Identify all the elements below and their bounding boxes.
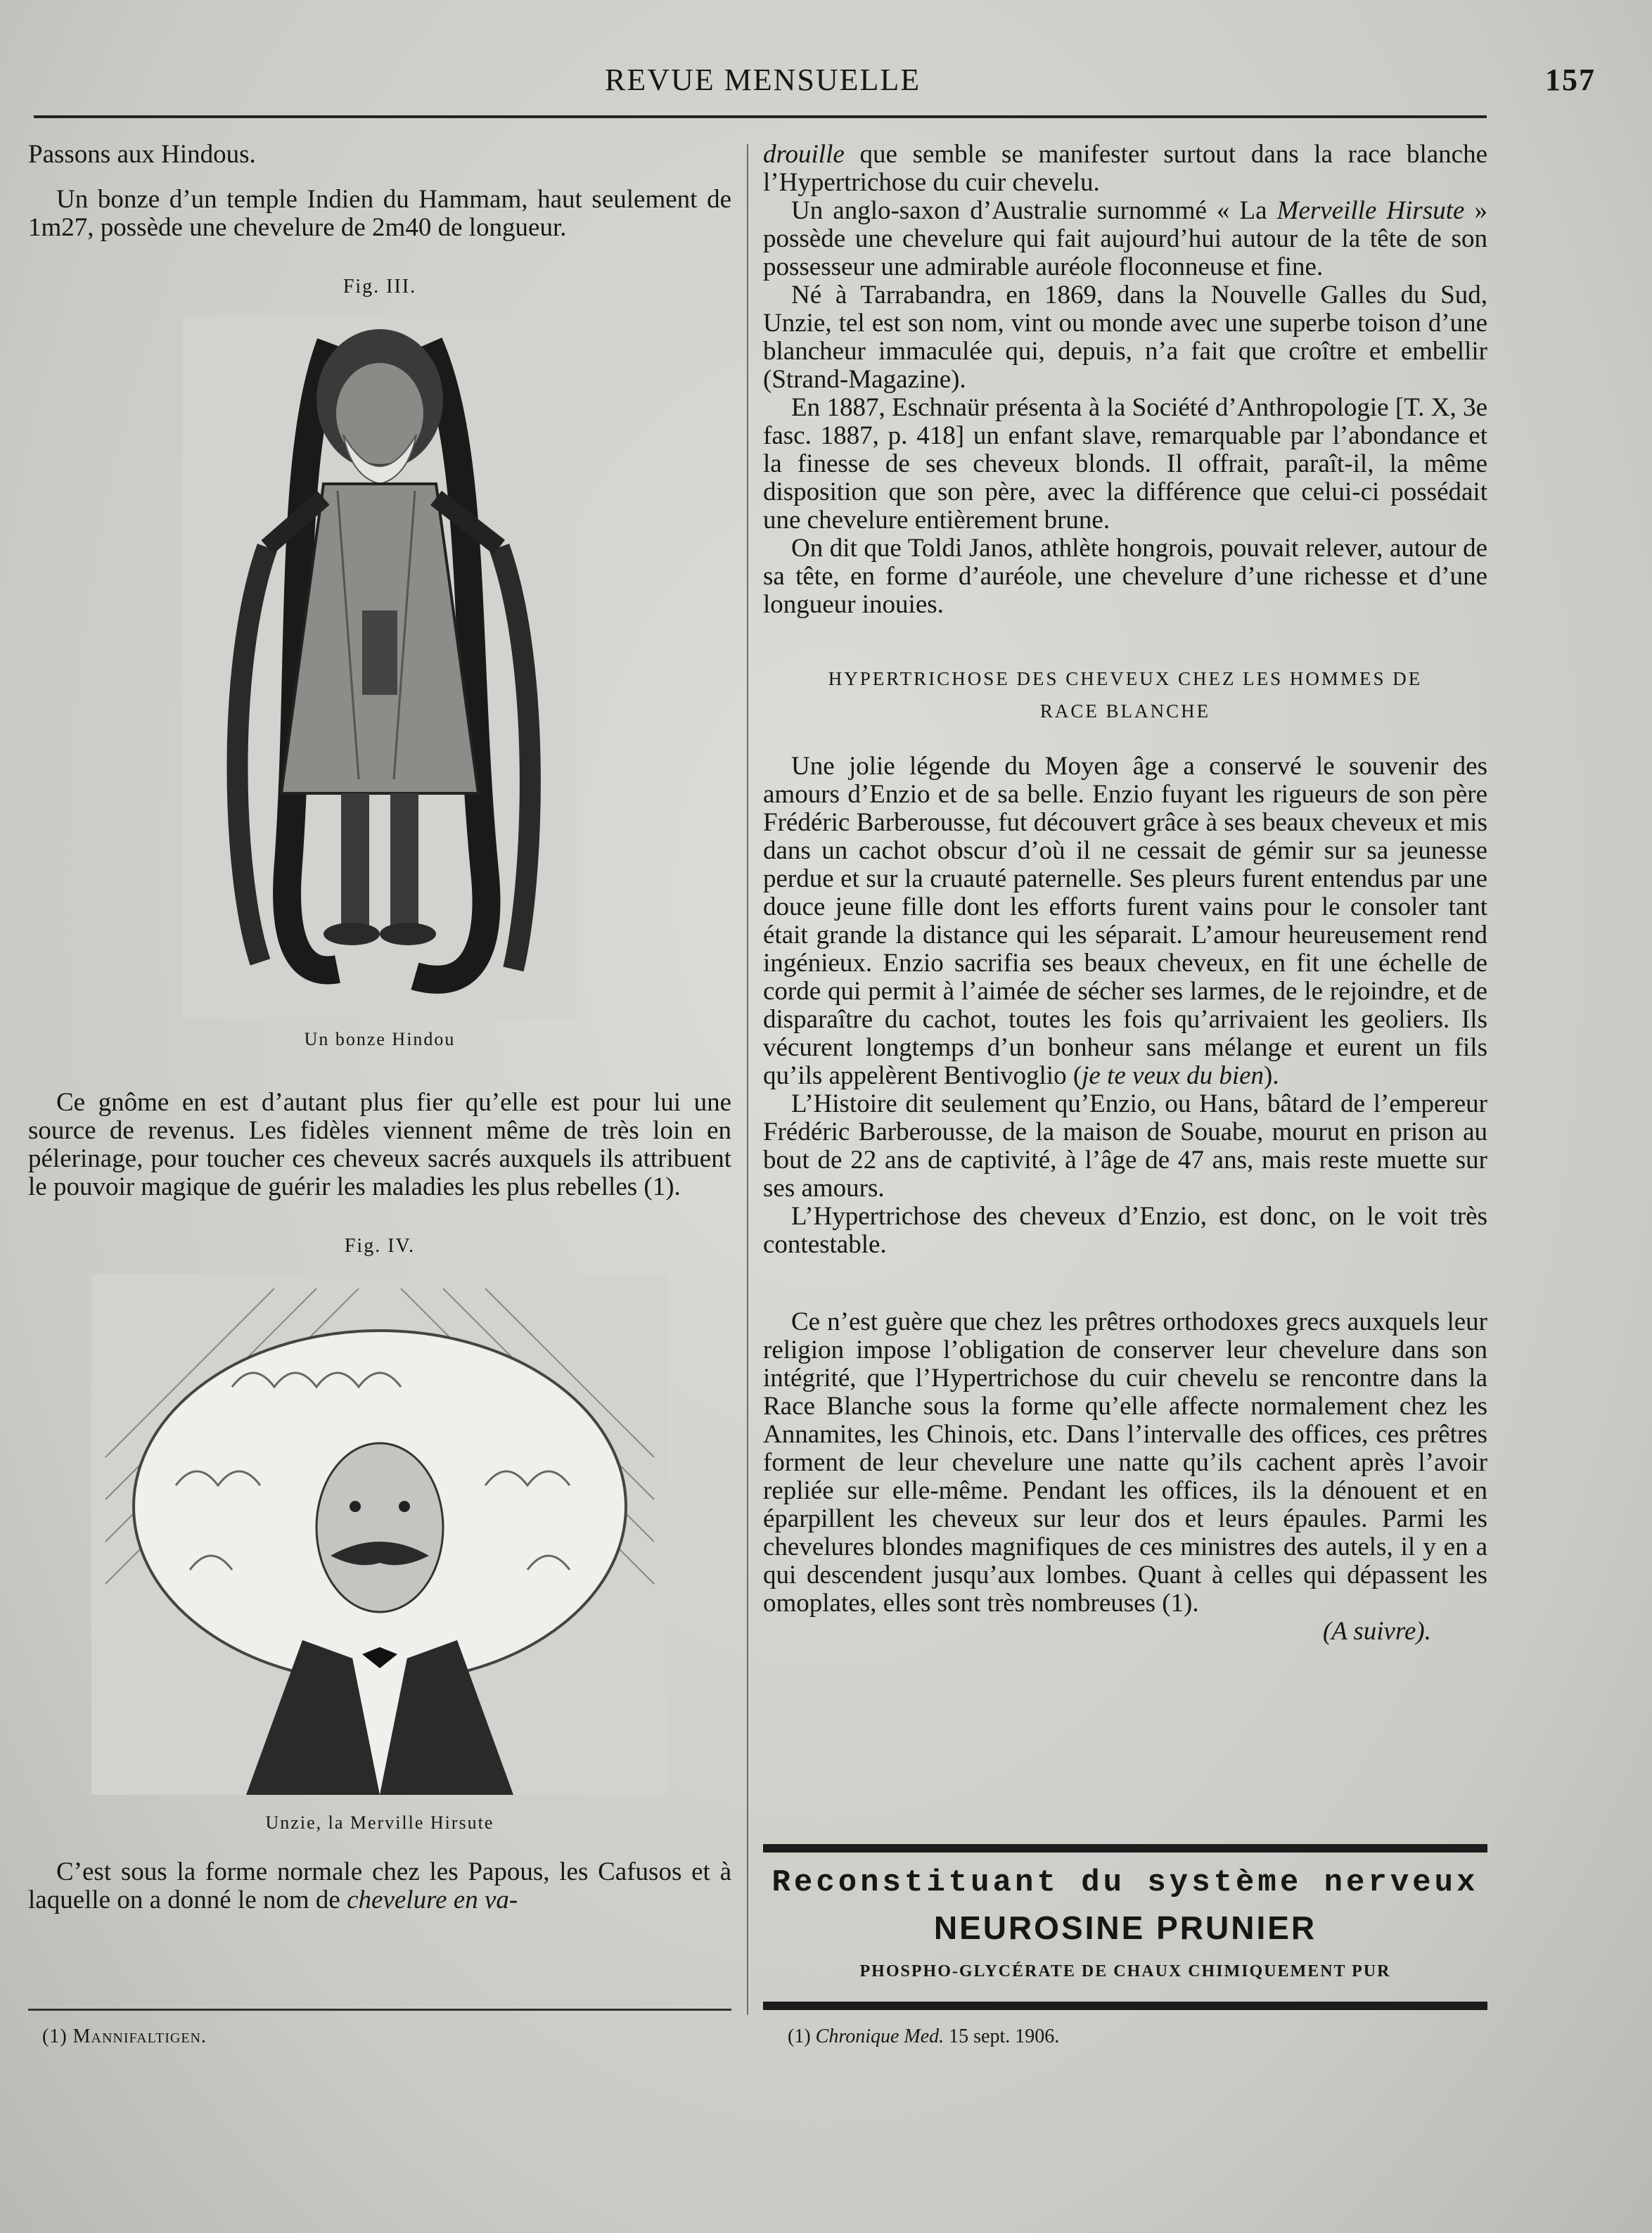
journal-title: REVUE MENSUELLE	[605, 63, 921, 97]
paragraph: L’Hypertrichose des cheveux d’Enzio, est donc, on le voit très contestable.	[763, 1202, 1487, 1259]
italic-text: je te veux du bien	[1082, 1061, 1264, 1090]
paragraph: On dit que Toldi Janos, athlète hongrois, pouvait relever, autour de sa tête, en forme d’auréole, une chevelure d’une richesse et d’une longueur inouies.	[763, 534, 1487, 619]
paragraph-text: Un anglo-saxon d’Australie surnommé « La	[791, 196, 1277, 225]
ad-description: PHOSPHO-GLYCÉRATE DE CHAUX CHIMIQUEMENT PUR	[859, 1962, 1391, 1981]
paragraph: Un bonze d’un temple Indien du Hammam, haut seulement de 1m27, possède une chevelure de 2m40 de longueur.	[28, 185, 731, 242]
ad-product-name: NEUROSINE PRUNIER	[933, 1909, 1317, 1946]
section-title-line: HYPERTRICHOSE DES CHEVEUX CHEZ LES HOMMES DE	[828, 668, 1423, 689]
figure-caption: Unzie, la Merville Hirsute	[265, 1812, 494, 1833]
paragraph: En 1887, Eschnaür présenta à la Société d’Anthropologie [T. X, 3e fasc. 1887, p. 418] un enfant slave, remarquable par l’abondance et la finesse de ses cheveux blonds. Il offrait, paraît-il, la même disposition que son père, avec la différence que celui-ci possédait une chevelure entièrement brune.	[763, 393, 1487, 535]
footnote-right	[788, 2026, 1059, 2048]
figure-caption: Un bonze Hindou	[304, 1029, 456, 1049]
to-be-continued: (A suivre).	[1322, 1617, 1431, 1646]
page-number: 157	[1545, 63, 1596, 97]
figure-bonze-hindou	[183, 315, 577, 1018]
figure-unzie	[91, 1274, 668, 1795]
ad-tagline: Reconstituant du système nerveux	[771, 1865, 1479, 1900]
column-divider	[747, 144, 748, 2015]
section-title	[763, 663, 1487, 727]
left-column	[28, 141, 731, 1914]
paragraph-text: » possède une chevelure qui fait aujourd’hui autour de la tête de son possesseur une admirable auréole floconneuse et fine.	[763, 196, 1487, 281]
paragraph: Ce n’est guère que chez les prêtres orthodoxes grecs auxquels leur religion impose l’obligation de conserver leur chevelure dans son intégrité, que l’Hypertrichose du cuir chevelu se rencontre dans la Race Blanche sous la forme qu’elle affecte normalement chez les Annamites, les Chinois, etc. Dans l’intervalle des offices, ces prêtres forment de leur chevelure une natte qu’ils cachent après l’avoir repliée sur elle-même. Pendant les offices, ils la dénouent et en éparpillent les cheveux sur leur dos et leurs épaules. Parmi les chevelures blondes magnifiques de ces ministres des autels, il y en a qui descendent jusqu’aux lombes. Quant à celles qui dépassent les omoplates, elles sont très nombreuses (1).	[763, 1307, 1487, 1618]
paragraph-text: que semble se manifester surtout dans la race blanche l’Hypertrichose du cuir chevelu.	[763, 140, 1487, 197]
paragraph: Ce gnôme en est d’autant plus fier qu’elle est pour lui une source de revenus. Les fidèles viennent même de très loin en pélerinage, pour toucher ces cheveux sacrés auxquels ils attribuent le pouvoir magique de guérir les maladies les plus rebelles (1).	[28, 1088, 731, 1201]
paragraph: L’Histoire dit seulement qu’Enzio, ou Hans, bâtard de l’empereur Frédéric Barberousse, de la maison de Souabe, mourut en prison au bout de 22 ans de captivité, à l’âge de 47 ans, mais reste muette sur ses amours.	[763, 1089, 1487, 1203]
paragraph-text: ).	[1264, 1061, 1279, 1090]
footnote-date: 15 sept. 1906.	[944, 2026, 1060, 2047]
paragraph	[763, 753, 1487, 1090]
advertisement	[763, 1844, 1487, 2013]
header-rule	[34, 115, 1487, 118]
figure-label: Fig. III.	[342, 276, 417, 297]
footnote-rule-left	[28, 2009, 731, 2011]
italic-text: Merveille Hirsute	[1276, 196, 1465, 225]
paragraph	[763, 197, 1487, 281]
right-column	[763, 141, 1487, 1646]
ad-rule-bottom	[763, 2002, 1487, 2010]
paragraph-text: C’est sous la forme normale chez les Papous, les Cafusos et à laquelle on a donné le nom de	[28, 1857, 731, 1914]
footnote-number: (1)	[788, 2026, 816, 2047]
section-title-line: RACE BLANCHE	[1039, 700, 1211, 722]
paragraph	[28, 1858, 731, 1914]
figure-label: Fig. IV.	[344, 1235, 416, 1257]
footnote-left: (1) Mannifaltigen.	[42, 2026, 207, 2047]
ad-rule-top	[763, 1844, 1487, 1853]
italic-text: chevelure en va-	[347, 1886, 518, 1914]
paragraph-text: Une jolie légende du Moyen âge a conservé le souvenir des amours d’Enzio et de sa belle. Enzio fuyant les rigueurs de son père Frédéric Barberousse, fut découvert grâce à ses beaux cheveux et mis dans un cachot obscur d’où il ne cessait de gémir sur sa jeunesse perdue et sur la cruauté paternelle. Ses pleurs furent entendus par une douce jeune fille dont les efforts furent vains pour le consoler tant était grande la distance qui les séparait. L’amour heureusement rend ingénieux. Enzio sacrifia ses beaux cheveux, en fit une échelle de corde qui permit à l’aimée de sécher ses larmes, de le rejoindre, et de disparaître du cachot, toutes les fois qu’arrivaient les geoliers. Ils vécurent longtemps d’un bonheur sans mélange et eurent un fils qu’ils appelèrent Bentivoglio (	[763, 752, 1487, 1090]
paragraph: Né à Tarrabandra, en 1869, dans la Nouvelle Galles du Sud, Unzie, tel est son nom, vint ou monde avec une superbe toison d’une blancheur immaculée qui, depuis, n’a fait que croître et embellir (Strand-Magazine).	[763, 281, 1487, 394]
paragraph: Passons aux Hindous.	[28, 140, 256, 169]
italic-text: drouille	[763, 140, 845, 169]
footnote-source: Chronique Med.	[815, 2026, 945, 2047]
running-head	[42, 62, 1596, 104]
paragraph	[763, 141, 1487, 197]
